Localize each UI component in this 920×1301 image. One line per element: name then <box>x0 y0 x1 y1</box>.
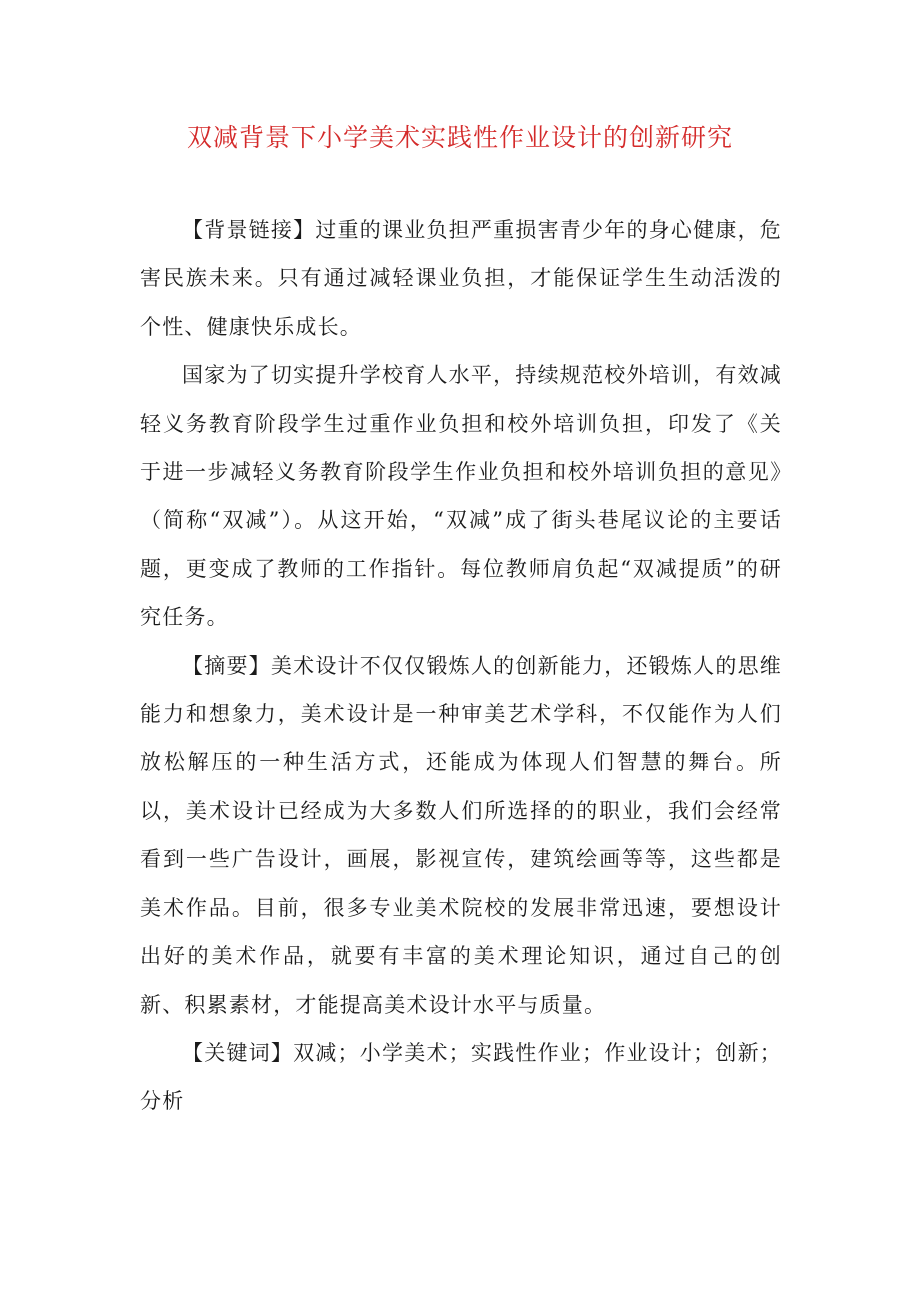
paragraph-national-policy: 国家为了切实提升学校育人水平，持续规范校外培训，有效减轻义务教育阶段学生过重作业负担和校外培训负担，印发了《关于进一步减轻义务教育阶段学生作业负担和校外培训负担的意见》（简称“双减”）。从这开始，“双减”成了街头巷尾议论的主要话题，更变成了教师的工作指针。每位教师肩负起“双减提质”的研究任务。 <box>140 363 782 630</box>
document-body <box>140 206 782 1126</box>
document-title: 双减背景下小学美术实践性作业设计的创新研究 <box>186 123 733 152</box>
paragraph-background-link: 【背景链接】过重的课业负担严重损害青少年的身心健康，危害民族未来。只有通过减轻课业负担，才能保证学生生动活泼的个性、健康快乐成长。 <box>140 218 782 339</box>
paragraph-keywords: 【关键词】双减；小学美术；实践性作业；作业设计；创新；分析 <box>140 1040 782 1114</box>
paragraph-abstract: 【摘要】美术设计不仅仅锻炼人的创新能力，还锻炼人的思维能力和想象力，美术设计是一种审美艺术学科，不仅能作为人们放松解压的一种生活方式，还能成为体现人们智慧的舞台。所以，美术设计已经成为大多数人们所选择的的职业，我们会经常看到一些广告设计，画展，影视宣传，建筑绘画等等，这些都是美术作品。目前，很多专业美术院校的发展非常迅速，要想设计出好的美术作品，就要有丰富的美术理论知识，通过自己的创新、积累素材，才能提高美术设计水平与质量。 <box>140 653 782 1017</box>
